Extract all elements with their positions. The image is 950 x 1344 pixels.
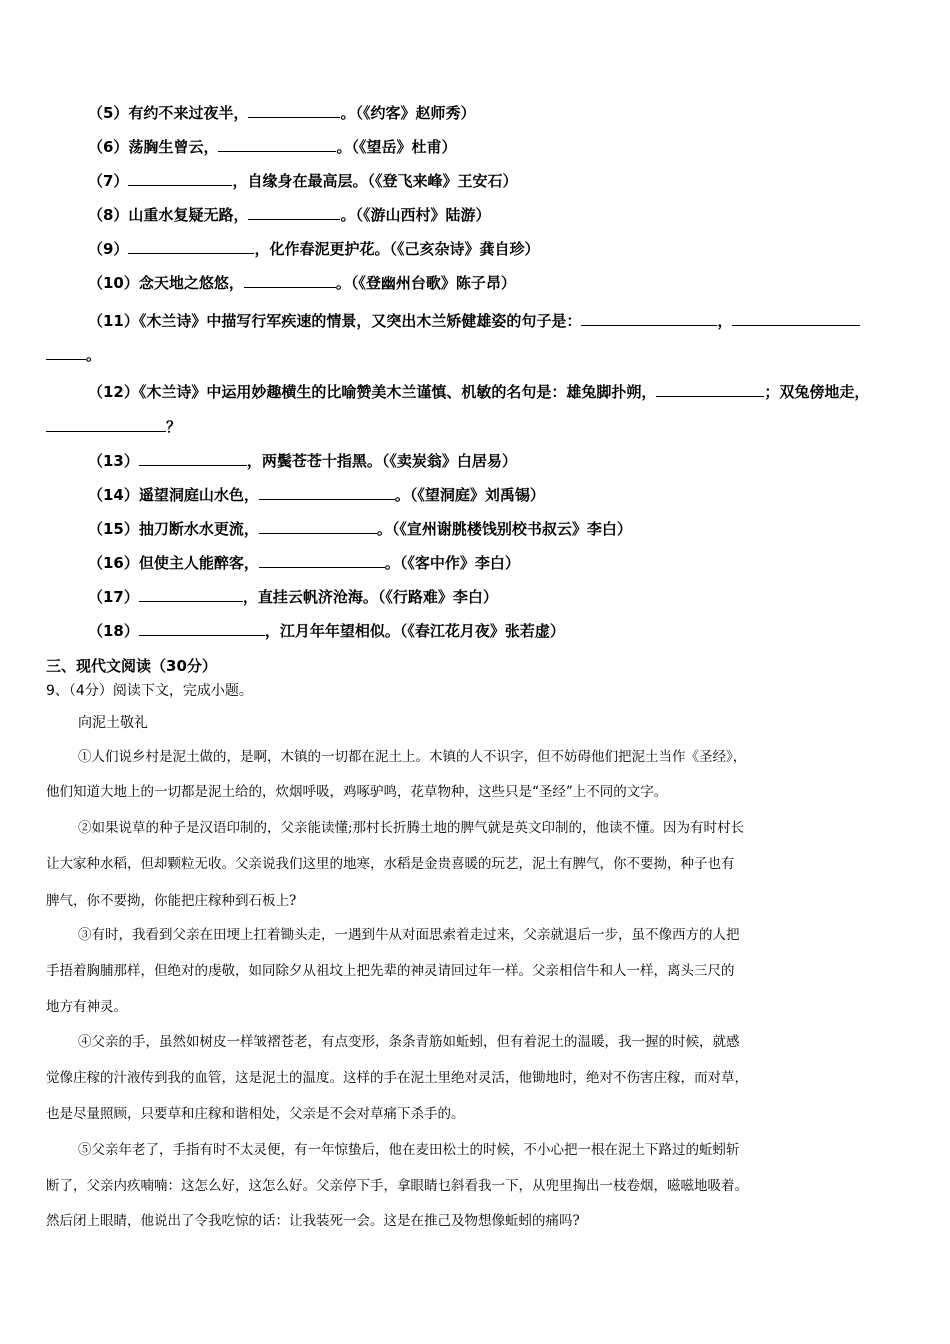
- paragraph-line: ⑤父亲年老了，手指有时不太灵便，有一年惊蛰后，他在麦田松土的时候，不小心把一根在泥土下路过的蚯蚓斩: [78, 1142, 740, 1158]
- item-13: （13） ，两鬓苍苍十指黑。（《卖炭翁》白居易）: [88, 452, 517, 470]
- item-18: （18） ，江月年年望相似。（《春江花月夜》张若虚）: [88, 622, 565, 640]
- item-11-cont: 。: [46, 345, 101, 365]
- paragraph-line: 让大家种水稻，但却颗粒无收。父亲说我们这里的地寒，水稻是金贵喜暖的玩艺，泥土有脾气，你不要拗，种子也有: [46, 856, 735, 872]
- item-5: （5）有约不来过夜半， 。（《约客》赵师秀）: [88, 104, 476, 122]
- paragraph-line: 然后闭上眼睛，他说出了令我吃惊的话：让我装死一会。这是在推己及物想像蚯蚓的痛吗?: [46, 1213, 580, 1229]
- answer-blank[interactable]: [248, 103, 340, 118]
- item-12: （12）《木兰诗》中运用妙趣横生的比喻赞美木兰谨慎、机敏的名句是：雄兔脚扑朔， ；双兔傍地走，: [88, 383, 870, 401]
- paragraph-line: 他们知道大地上的一切都是泥土给的，炊烟呼吸，鸡啄驴鸣，花草物种，这些只是“圣经”上不同的文字。: [46, 784, 668, 800]
- paragraph-line: 脾气，你不要拗，你能把庄稼种到石板上?: [46, 893, 297, 909]
- answer-blank[interactable]: [244, 273, 336, 288]
- paragraph-line: 也是尽量照顾，只要草和庄稼和谐相处，父亲是不会对草痛下杀手的。: [46, 1106, 465, 1122]
- answer-blank[interactable]: [46, 345, 86, 360]
- answer-blank[interactable]: [259, 553, 385, 568]
- item-17: （17） ，直挂云帆济沧海。（《行路难》李白）: [88, 588, 498, 606]
- item-6: （6）荡胸生曾云， 。（《望岳》杜甫）: [88, 138, 457, 156]
- item-16: （16）但使主人能醉客， 。（《客中作》李白）: [88, 554, 520, 572]
- answer-blank[interactable]: [248, 205, 340, 220]
- paragraph-line: ④父亲的手，虽然如树皮一样皱褶苍老，有点变形，条条青筋如蚯蚓，但有着泥土的温暖，我一握的时候，就感: [78, 1034, 740, 1050]
- answer-blank[interactable]: [259, 485, 395, 500]
- answer-blank[interactable]: [581, 311, 717, 326]
- answer-blank[interactable]: [128, 239, 254, 254]
- section-title: 三、现代文阅读（30分）: [46, 657, 217, 675]
- item-10: （10）念天地之悠悠， 。（《登幽州台歌》陈子昂）: [88, 274, 516, 292]
- answer-blank[interactable]: [46, 417, 166, 432]
- paragraph-line: 手捂着胸脯那样，但绝对的虔敬，如同除夕从祖坟上把先辈的神灵请回过年一样。父亲相信牛和人一样，离头三尺的: [46, 963, 735, 979]
- article-title: 向泥土敬礼: [78, 715, 148, 731]
- answer-blank[interactable]: [139, 451, 247, 466]
- item-15: （15）抽刀断水水更流， 。（《宣州谢朓楼饯别校书叔云》李白）: [88, 520, 632, 538]
- item-8: （8）山重水复疑无路， 。（《游山西村》陆游）: [88, 206, 491, 224]
- paragraph-line: 地方有神灵。: [46, 999, 127, 1015]
- answer-blank[interactable]: [139, 621, 265, 636]
- item-12-cont: ？: [46, 417, 181, 437]
- paragraph-line: ③有时，我看到父亲在田埂上扛着锄头走，一遇到牛从对面思索着走过来，父亲就退后一步，虽不像西方的人把: [78, 927, 740, 943]
- question-prompt: 9、（4分）阅读下文，完成小题。: [46, 683, 253, 699]
- answer-blank[interactable]: [732, 311, 860, 326]
- paragraph-line: ①人们说乡村是泥土做的，是啊，木镇的一切都在泥土上。木镇的人不识字，但不妨碍他们把泥土当作《圣经》，: [78, 749, 747, 765]
- answer-blank[interactable]: [259, 519, 377, 534]
- answer-blank[interactable]: [139, 587, 243, 602]
- paragraph-line: 断了，父亲内疚喃喃：这怎么好，这怎么好。父亲停下手，拿眼睛乜斜看我一下，从兜里掏出一枝卷烟，嗞嗞地吸着。: [46, 1178, 748, 1194]
- item-7: （7） ，自缘身在最高层。（《登飞来峰》王安石）: [88, 172, 518, 190]
- answer-blank[interactable]: [128, 171, 232, 186]
- answer-blank[interactable]: [218, 137, 336, 152]
- paragraph-line: ②如果说草的种子是汉语印制的，父亲能读懂;那村长折腾土地的脾气就是英文印制的，他读不懂。因为有时村长: [78, 820, 745, 836]
- item-14: （14）遥望洞庭山水色， 。（《望洞庭》刘禹锡）: [88, 486, 545, 504]
- item-11: （11）《木兰诗》中描写行军疾速的情景，又突出木兰矫健雄姿的句子是： ，: [88, 311, 860, 331]
- item-9: （9） ，化作春泥更护花。（《己亥杂诗》龚自珍）: [88, 240, 540, 258]
- paragraph-line: 觉像庄稼的汁液传到我的血管，这是泥土的温度。这样的手在泥土里绝对灵活，他锄地时，绝对不伤害庄稼，而对草，: [46, 1070, 748, 1086]
- answer-blank[interactable]: [656, 382, 764, 397]
